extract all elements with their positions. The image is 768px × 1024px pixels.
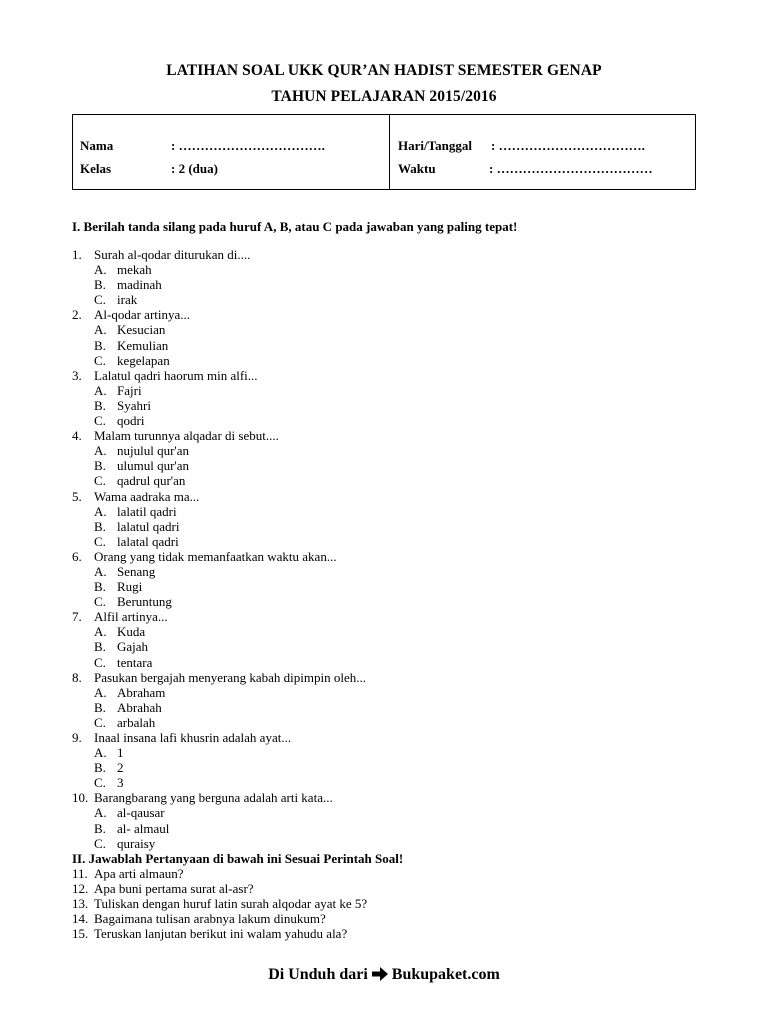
answer-option[interactable] [72,579,712,594]
answer-option[interactable] [72,534,712,549]
essay-question-item [72,896,712,911]
nama-label: Nama [80,138,114,153]
option-text: lalatul qadri [117,518,180,534]
question-item [72,790,712,805]
hari-tanggal-field: : ……………………………. [491,138,645,153]
question-number: 8. [72,669,82,685]
question-text: Barangbarang yang berguna adalah arti kata... [94,790,333,806]
option-text: 3 [117,775,124,791]
answer-option[interactable] [72,443,712,458]
option-text: Beruntung [117,594,172,610]
option-letter: A. [94,684,107,700]
footer-site: Bukupaket.com [391,966,500,983]
question-text: Orang yang tidak memanfaatkan waktu akan... [94,548,337,564]
option-letter: C. [94,654,106,670]
option-letter: A. [94,805,107,821]
answer-option[interactable] [72,594,712,609]
option-letter: C. [94,292,106,308]
option-text: nujulul qur'an [117,443,190,459]
option-text: quraisy [117,835,156,851]
hari-tanggal-label: Hari/Tanggal [398,138,472,153]
option-text: irak [117,292,138,308]
question-number: 13. [72,896,89,912]
section-2-instruction: II. Jawablah Pertanyaan di bawah ini Sesuai Perintah Soal! [72,850,404,866]
question-number: 15. [72,926,89,942]
answer-option[interactable] [72,836,712,851]
question-text: Al-qodar artinya... [94,307,191,323]
option-letter: C. [94,835,106,851]
question-number: 3. [72,367,82,383]
option-text: Syahri [117,397,151,413]
answer-option[interactable] [72,504,712,519]
question-text: Pasukan bergajah menyerang kabah dipimpin oleh... [94,669,366,685]
question-text: Wama aadraka ma... [94,488,200,504]
answer-option[interactable] [72,398,712,413]
answer-option[interactable] [72,639,712,654]
answer-option[interactable] [72,473,712,488]
footer [0,966,768,984]
option-text: Kuda [117,624,146,640]
option-letter: C. [94,473,106,489]
option-text: 1 [117,745,124,761]
question-text: Apa buni pertama surat al-asr? [94,880,254,896]
right-arrow-icon [372,967,388,981]
option-letter: C. [94,714,106,730]
option-text: madinah [117,277,162,293]
kelas-value: : 2 (dua) [171,161,218,176]
question-list [72,247,712,941]
identity-divider [389,115,390,189]
option-letter: B. [94,397,106,413]
option-text: kegelapan [117,352,170,368]
answer-option[interactable] [72,805,712,820]
option-text: Abrahah [117,699,162,715]
question-text: Malam turunnya alqadar di sebut.... [94,428,279,444]
question-text: Surah al-qodar diturukan di.... [94,247,251,262]
essay-question-item [72,911,712,926]
question-number: 4. [72,428,82,444]
nama-field: : ……………………………. [171,138,325,153]
option-letter: A. [94,563,107,579]
option-text: Kemulian [117,337,169,353]
option-text: qadrul qur'an [117,473,186,489]
option-letter: A. [94,322,107,338]
question-item [72,428,712,443]
answer-option[interactable] [72,775,712,790]
option-letter: B. [94,518,106,534]
question-number: 2. [72,307,82,323]
answer-option[interactable] [72,745,712,760]
waktu-label: Waktu [398,161,436,176]
option-text: Abraham [117,684,166,700]
question-number: 9. [72,730,82,745]
essay-question-item [72,866,712,881]
question-item [72,730,712,745]
question-item [72,489,712,504]
answer-option[interactable] [72,338,712,353]
option-text: Gajah [117,639,149,655]
option-letter: B. [94,699,106,715]
option-text: Fajri [117,382,142,398]
option-letter: B. [94,458,106,474]
option-letter: C. [94,533,106,549]
option-text: al-qausar [117,805,165,821]
answer-option[interactable] [72,353,712,368]
question-number: 14. [72,911,89,927]
option-text: Kesucian [117,322,166,338]
option-letter: B. [94,579,106,595]
option-letter: C. [94,775,106,791]
option-text: lalatil qadri [117,503,177,519]
answer-option[interactable] [72,292,712,307]
question-item [72,670,712,685]
question-item [72,609,712,624]
essay-question-item [72,926,712,941]
question-item [72,549,712,564]
answer-option[interactable] [72,322,712,337]
question-number: 12. [72,880,89,896]
question-item [72,247,712,262]
option-letter: A. [94,443,107,459]
question-number: 5. [72,488,82,504]
title-line-2: TAHUN PELAJARAN 2015/2016 [271,88,497,105]
answer-option[interactable] [72,519,712,534]
footer-prefix: Di Unduh dari [268,966,368,983]
answer-option[interactable] [72,655,712,670]
waktu-field: : ……………………………… [489,161,653,176]
answer-option[interactable] [72,383,712,398]
answer-option[interactable] [72,262,712,277]
option-text: qodri [117,413,145,429]
answer-option[interactable] [72,821,712,836]
question-text: Lalatul qadri haorum min alfi... [94,367,258,383]
option-text: Rugi [117,579,143,595]
answer-option[interactable] [72,413,712,428]
question-text: Inaal insana lafi khusrin adalah ayat... [94,730,292,745]
option-letter: B. [94,337,106,353]
answer-option[interactable] [72,700,712,715]
option-letter: B. [94,760,106,776]
option-letter: A. [94,382,107,398]
option-letter: C. [94,413,106,429]
option-letter: B. [94,639,106,655]
answer-option[interactable] [72,624,712,639]
option-letter: A. [94,262,107,278]
question-number: 7. [72,609,82,625]
option-letter: A. [94,745,107,761]
answer-option[interactable] [72,685,712,700]
answer-option[interactable] [72,277,712,292]
question-text: Alfil artinya... [94,609,168,625]
question-text: Tuliskan dengan huruf latin surah alqodar ayat ke 5? [94,896,368,912]
answer-option[interactable] [72,564,712,579]
option-text: Senang [117,563,156,579]
option-text: 2 [117,760,124,776]
option-letter: C. [94,352,106,368]
question-text: Bagaimana tulisan arabnya lakum dinukum? [94,911,326,927]
option-text: arbalah [117,714,156,730]
option-text: ulumul qur'an [117,458,190,474]
option-text: mekah [117,262,152,278]
question-number: 10. [72,790,89,806]
option-letter: B. [94,277,106,293]
section-1-instruction: I. Berilah tanda silang pada huruf A, B, atau C pada jawaban yang paling tepat! [72,219,518,234]
option-letter: A. [94,624,107,640]
title-line-1: LATIHAN SOAL UKK QUR’AN HADIST SEMESTER GENAP [166,62,602,79]
answer-option[interactable] [72,715,712,730]
question-number: 11. [72,865,88,881]
option-text: al- almaul [117,820,170,836]
option-letter: B. [94,820,106,836]
answer-option[interactable] [72,458,712,473]
question-item [72,368,712,383]
identity-box [72,114,696,190]
answer-option[interactable] [72,760,712,775]
question-item [72,307,712,322]
essay-question-item [72,881,712,896]
option-letter: A. [94,503,107,519]
question-text: Teruskan lanjutan berikut ini walam yahudu ala? [94,926,348,942]
option-text: lalatal qadri [117,533,179,549]
kelas-label: Kelas [80,161,112,176]
option-text: tentara [117,654,153,670]
question-number: 6. [72,548,82,564]
option-letter: C. [94,594,106,610]
question-number: 1. [72,247,82,262]
question-text: Apa arti almaun? [94,865,184,881]
